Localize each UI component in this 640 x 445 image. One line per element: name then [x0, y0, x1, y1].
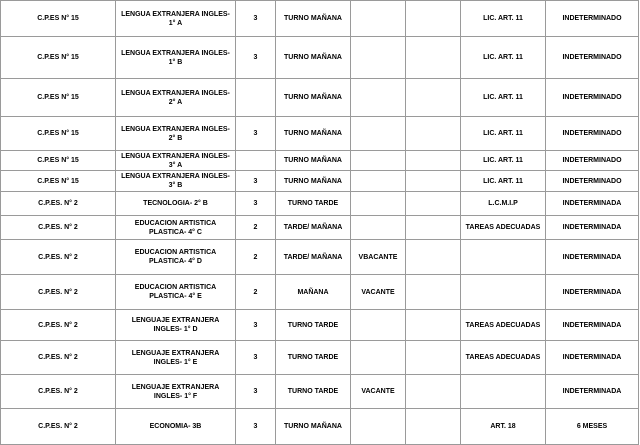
reason-cell [461, 240, 546, 275]
subject-cell: LENGUA EXTRANJERA INGLES- 3° B [116, 171, 236, 192]
shift-cell: TURNO MAÑANA [276, 171, 351, 192]
hours-cell: 3 [236, 409, 276, 445]
table-body [1, 1, 639, 445]
table-row [1, 216, 639, 240]
table-row [1, 171, 639, 192]
duration-cell: INDETERMINADA [546, 275, 639, 310]
extra-cell [406, 375, 461, 409]
school-cell: C.P.ES N° 15 [1, 1, 116, 37]
school-cell: C.P.ES. N° 2 [1, 310, 116, 341]
hours-cell: 3 [236, 171, 276, 192]
status-cell [351, 37, 406, 79]
extra-cell [406, 37, 461, 79]
table-row [1, 375, 639, 409]
table-row [1, 192, 639, 216]
shift-cell: TARDE/ MAÑANA [276, 216, 351, 240]
school-cell: C.P.ES. N° 2 [1, 216, 116, 240]
status-cell: VACANTE [351, 375, 406, 409]
status-cell: VBACANTE [351, 240, 406, 275]
school-cell: C.P.ES N° 15 [1, 171, 116, 192]
hours-cell: 2 [236, 216, 276, 240]
shift-cell: TURNO MAÑANA [276, 151, 351, 171]
hours-cell: 3 [236, 375, 276, 409]
hours-cell: 3 [236, 1, 276, 37]
reason-cell: TAREAS ADECUADAS [461, 216, 546, 240]
table-row [1, 79, 639, 117]
reason-cell: LIC. ART. 11 [461, 79, 546, 117]
status-cell [351, 409, 406, 445]
school-cell: C.P.ES N° 15 [1, 117, 116, 151]
status-cell [351, 216, 406, 240]
subject-cell: LENGUA EXTRANJERA INGLES- 3° A [116, 151, 236, 171]
status-cell [351, 117, 406, 151]
hours-cell: 2 [236, 240, 276, 275]
extra-cell [406, 240, 461, 275]
subject-cell: ECONOMIA- 3B [116, 409, 236, 445]
duration-cell: INDETERMINADA [546, 240, 639, 275]
duration-cell: INDETERMINADO [546, 37, 639, 79]
table-row [1, 341, 639, 375]
table-row [1, 117, 639, 151]
subject-cell: LENGUA EXTRANJERA INGLES- 2° A [116, 79, 236, 117]
table-row [1, 310, 639, 341]
extra-cell [406, 310, 461, 341]
extra-cell [406, 216, 461, 240]
status-cell [351, 151, 406, 171]
extra-cell [406, 341, 461, 375]
shift-cell: TURNO MAÑANA [276, 117, 351, 151]
duration-cell: INDETERMINADA [546, 192, 639, 216]
school-cell: C.P.ES N° 15 [1, 151, 116, 171]
school-cell: C.P.ES. N° 2 [1, 240, 116, 275]
shift-cell: MAÑANA [276, 275, 351, 310]
status-cell [351, 341, 406, 375]
status-cell [351, 192, 406, 216]
hours-cell: 2 [236, 275, 276, 310]
hours-cell [236, 79, 276, 117]
shift-cell: TURNO MAÑANA [276, 409, 351, 445]
school-cell: C.P.ES. N° 2 [1, 341, 116, 375]
reason-cell: LIC. ART. 11 [461, 171, 546, 192]
reason-cell: LIC. ART. 11 [461, 1, 546, 37]
shift-cell: TURNO MAÑANA [276, 1, 351, 37]
subject-cell: EDUCACION ARTISTICA PLASTICA- 4° D [116, 240, 236, 275]
reason-cell: TAREAS ADECUADAS [461, 310, 546, 341]
shift-cell: TURNO TARDE [276, 375, 351, 409]
duration-cell: INDETERMINADO [546, 1, 639, 37]
table-row [1, 240, 639, 275]
school-cell: C.P.ES. N° 2 [1, 375, 116, 409]
status-cell: VACANTE [351, 275, 406, 310]
reason-cell: LIC. ART. 11 [461, 151, 546, 171]
subject-cell: LENGUA EXTRANJERA INGLES- 1° A [116, 1, 236, 37]
status-cell [351, 79, 406, 117]
shift-cell: TURNO TARDE [276, 310, 351, 341]
reason-cell: LIC. ART. 11 [461, 37, 546, 79]
duration-cell: INDETERMINADO [546, 171, 639, 192]
duration-cell: INDETERMINADA [546, 375, 639, 409]
extra-cell [406, 171, 461, 192]
shift-cell: TURNO MAÑANA [276, 37, 351, 79]
extra-cell [406, 151, 461, 171]
reason-cell: ART. 18 [461, 409, 546, 445]
reason-cell: TAREAS ADECUADAS [461, 341, 546, 375]
extra-cell [406, 1, 461, 37]
school-cell: C.P.ES. N° 2 [1, 192, 116, 216]
hours-cell: 3 [236, 117, 276, 151]
subject-cell: LENGUA EXTRANJERA INGLES- 1° B [116, 37, 236, 79]
extra-cell [406, 409, 461, 445]
duration-cell: INDETERMINADA [546, 310, 639, 341]
table-row [1, 275, 639, 310]
school-cell: C.P.ES. N° 2 [1, 409, 116, 445]
extra-cell [406, 79, 461, 117]
hours-cell: 3 [236, 341, 276, 375]
school-cell: C.P.ES N° 15 [1, 37, 116, 79]
table-row [1, 1, 639, 37]
extra-cell [406, 117, 461, 151]
subject-cell: LENGUAJE EXTRANJERA INGLES- 1° F [116, 375, 236, 409]
extra-cell [406, 275, 461, 310]
duration-cell: INDETERMINADO [546, 79, 639, 117]
shift-cell: TURNO TARDE [276, 192, 351, 216]
reason-cell: L.C.M.I.P [461, 192, 546, 216]
status-cell [351, 1, 406, 37]
duration-cell: INDETERMINADO [546, 117, 639, 151]
shift-cell: TURNO TARDE [276, 341, 351, 375]
school-cell: C.P.ES. N° 2 [1, 275, 116, 310]
duration-cell: INDETERMINADA [546, 216, 639, 240]
duration-cell: INDETERMINADA [546, 341, 639, 375]
subject-cell: LENGUA EXTRANJERA INGLES- 2° B [116, 117, 236, 151]
table-row [1, 151, 639, 171]
hours-cell [236, 151, 276, 171]
table-row [1, 409, 639, 445]
reason-cell: LIC. ART. 11 [461, 117, 546, 151]
table-row [1, 37, 639, 79]
hours-cell: 3 [236, 192, 276, 216]
shift-cell: TURNO MAÑANA [276, 79, 351, 117]
hours-cell: 3 [236, 37, 276, 79]
reason-cell [461, 375, 546, 409]
shift-cell: TARDE/ MAÑANA [276, 240, 351, 275]
reason-cell [461, 275, 546, 310]
subject-cell: EDUCACION ARTISTICA PLASTICA- 4° E [116, 275, 236, 310]
hours-cell: 3 [236, 310, 276, 341]
status-cell [351, 310, 406, 341]
subject-cell: TECNOLOGIA- 2° B [116, 192, 236, 216]
school-cell: C.P.ES N° 15 [1, 79, 116, 117]
subject-cell: LENGUAJE EXTRANJERA INGLES- 1° E [116, 341, 236, 375]
duration-cell: INDETERMINADO [546, 151, 639, 171]
subject-cell: EDUCACION ARTISTICA PLASTICA- 4° C [116, 216, 236, 240]
status-cell [351, 171, 406, 192]
subject-cell: LENGUAJE EXTRANJERA INGLES- 1° D [116, 310, 236, 341]
duration-cell: 6 MESES [546, 409, 639, 445]
extra-cell [406, 192, 461, 216]
